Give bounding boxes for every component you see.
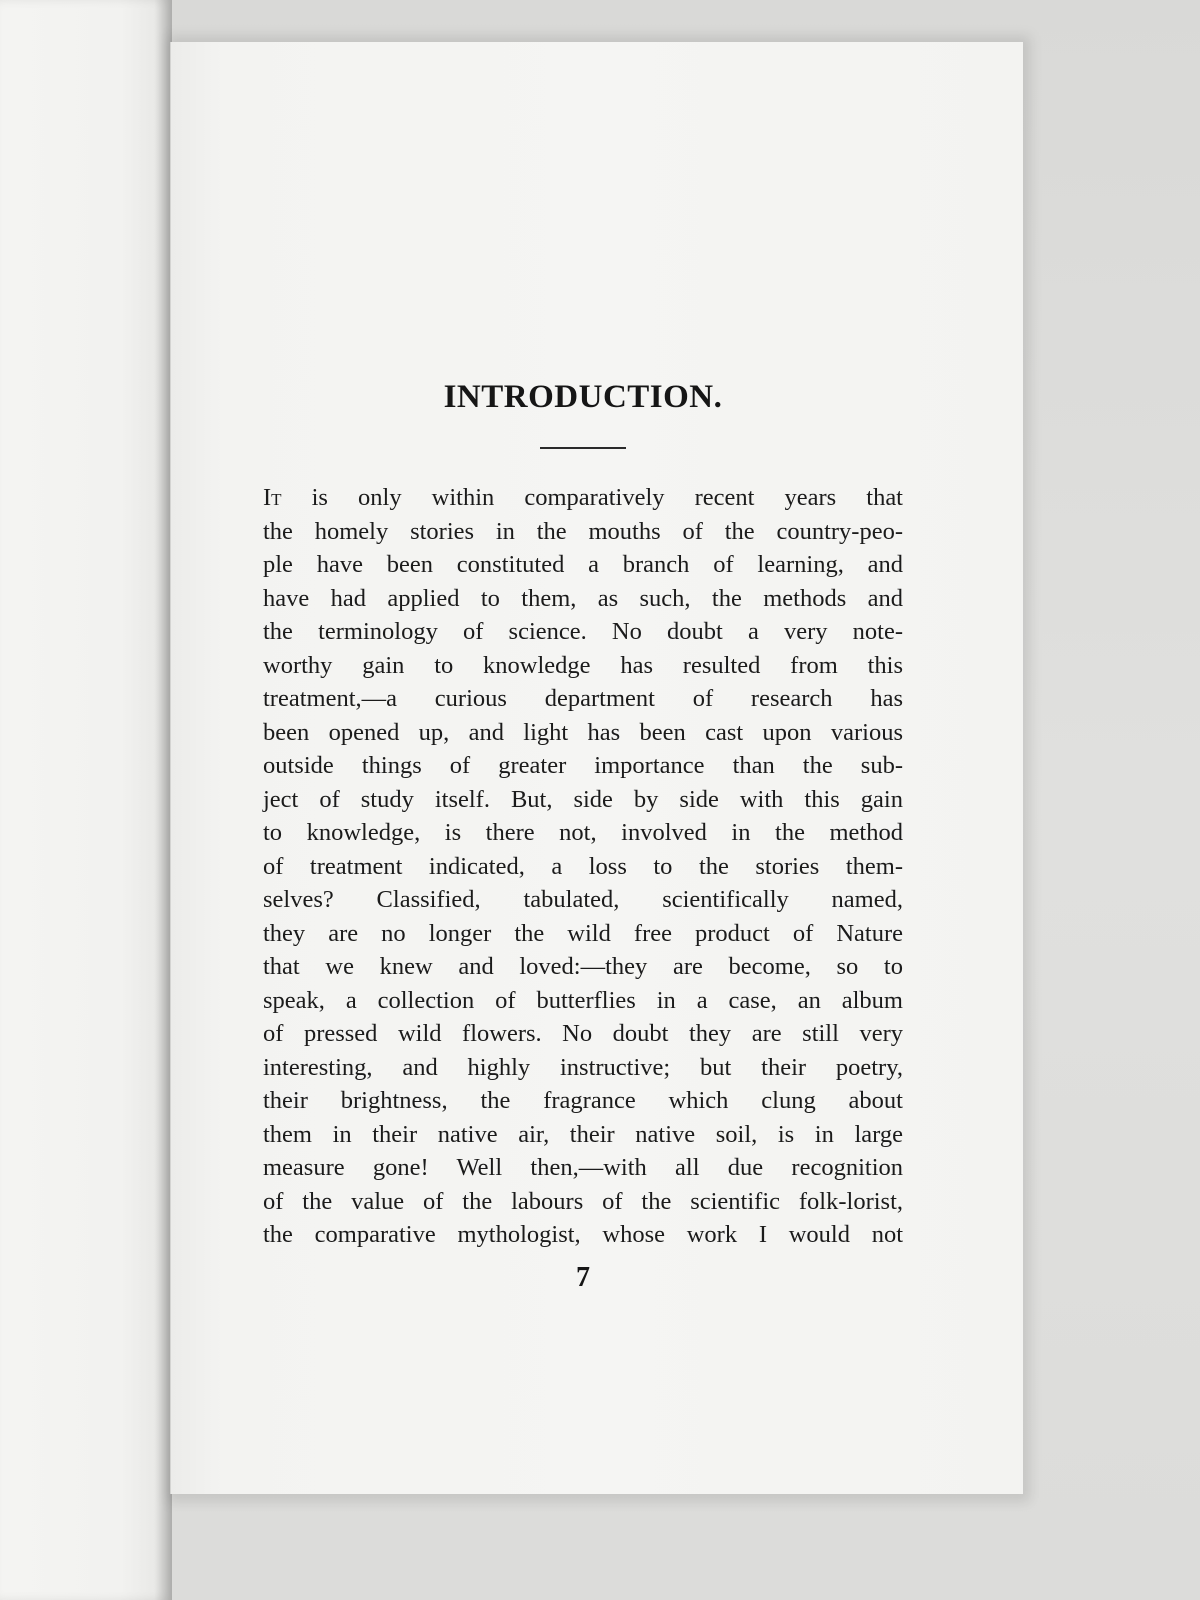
body-paragraph [263,481,903,1252]
text-line: selves? Classified, tabulated, scientifically named, [263,886,903,913]
text-line: treatment,—a curious department of research has [263,685,903,712]
page-content [263,377,903,1294]
text-line: that we knew and loved:—they are become, so to [263,953,903,980]
text-line: the terminology of science. No doubt a very note- [263,618,903,645]
text-line: worthy gain to knowledge has resulted from this [263,651,903,679]
text-line: have had applied to them, as such, the methods and [263,584,903,612]
page-number: 7 [576,1261,590,1293]
text-line: ple have been constituted a branch of learning, and [263,551,903,578]
text-line: ject of study itself. But, side by side with this gain [263,785,903,813]
text-line: they are no longer the wild free product of Nature [263,919,903,947]
text-line: measure gone! Well then,—with all due recognition [263,1154,903,1181]
text-line: of the value of the labours of the scientific folk-lorist, [263,1187,903,1215]
text-line: the comparative mythologist, whose work I would not [263,1221,903,1248]
text-line: of treatment indicated, a loss to the stories them- [263,852,903,880]
chapter-heading: INTRODUCTION. [443,379,723,415]
text-line: interesting, and highly instructive; but their poetry, [263,1053,903,1081]
text-line-content: is only within comparatively recent years that [311,484,903,511]
text-line: of pressed wild flowers. No doubt they are still very [263,1020,903,1047]
text-line: been opened up, and light has been cast upon various [263,718,903,746]
right-page [170,42,1023,1494]
lead-word: It [263,484,282,511]
text-line: speak, a collection of butterflies in a case, an album [263,986,903,1014]
text-line [263,481,903,515]
text-line: outside things of greater importance than the sub- [263,752,903,779]
heading-rule [540,447,626,449]
text-line: the homely stories in the mouths of the country-peo- [263,517,903,545]
text-line: their brightness, the fragrance which clung about [263,1087,903,1114]
text-line: to knowledge, is there not, involved in the method [263,819,903,846]
left-page [0,0,172,1600]
text-line: them in their native air, their native soil, is in large [263,1120,903,1148]
